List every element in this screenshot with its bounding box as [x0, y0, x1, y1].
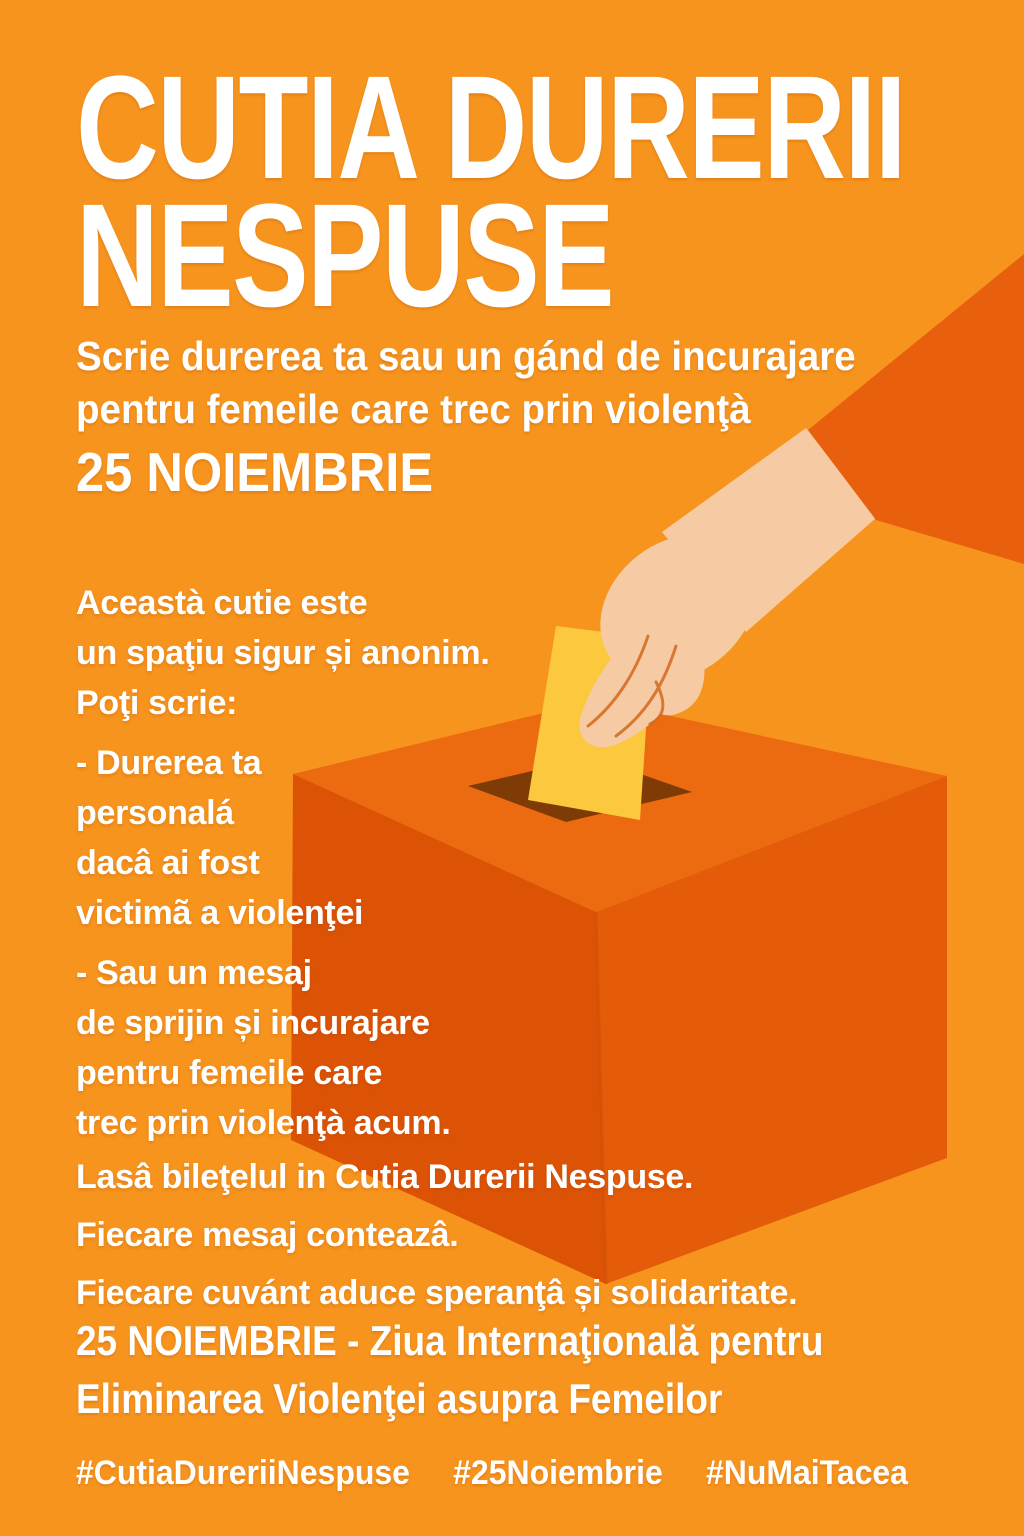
title-line-2: NESPUSE [76, 174, 614, 338]
title-line-1: CUTIA DURERII [76, 46, 906, 210]
footer-heading: 25 NOIEMBRIE - Ziua Internaţională pentru Eliminarea Violenţei asupra Femeilor [76, 1317, 824, 1422]
hashtag-nu-mai-tacea: #NuMaiTacea [706, 1454, 908, 1492]
poster-subtitle: Scrie durerea ta sau un gánd de incurajare pentru femeile care trec prin violenţà [76, 333, 856, 432]
intro-paragraph: Aceastà cutie este un spaţiu sigur și anonim. Poţi scrie: [76, 584, 490, 722]
poster-title [76, 46, 906, 338]
bullet-support-message: - Sau un mesaj de sprijin și incurajare pentru femeile care trec prin violenţà acum. [76, 954, 451, 1142]
hashtag-25-noiembrie: #25Noiembrie [453, 1454, 663, 1492]
hashtag-cutia-durerii-nespuse: #CutiaDureriiNespuse [76, 1454, 410, 1492]
bullet-personal-pain: - Durerea ta personalá dacâ ai fost victimã a violenţei [76, 744, 364, 932]
closing-paragraph: Lasâ bileţelul in Cutia Durerii Nespuse. Fiecare mesaj conteazâ. Fiecare cuvánt aduce speranţâ și solidaritate. [76, 1158, 798, 1312]
date-heading: 25 NOIEMBRIE [76, 441, 434, 503]
hashtag-row [76, 1454, 908, 1493]
